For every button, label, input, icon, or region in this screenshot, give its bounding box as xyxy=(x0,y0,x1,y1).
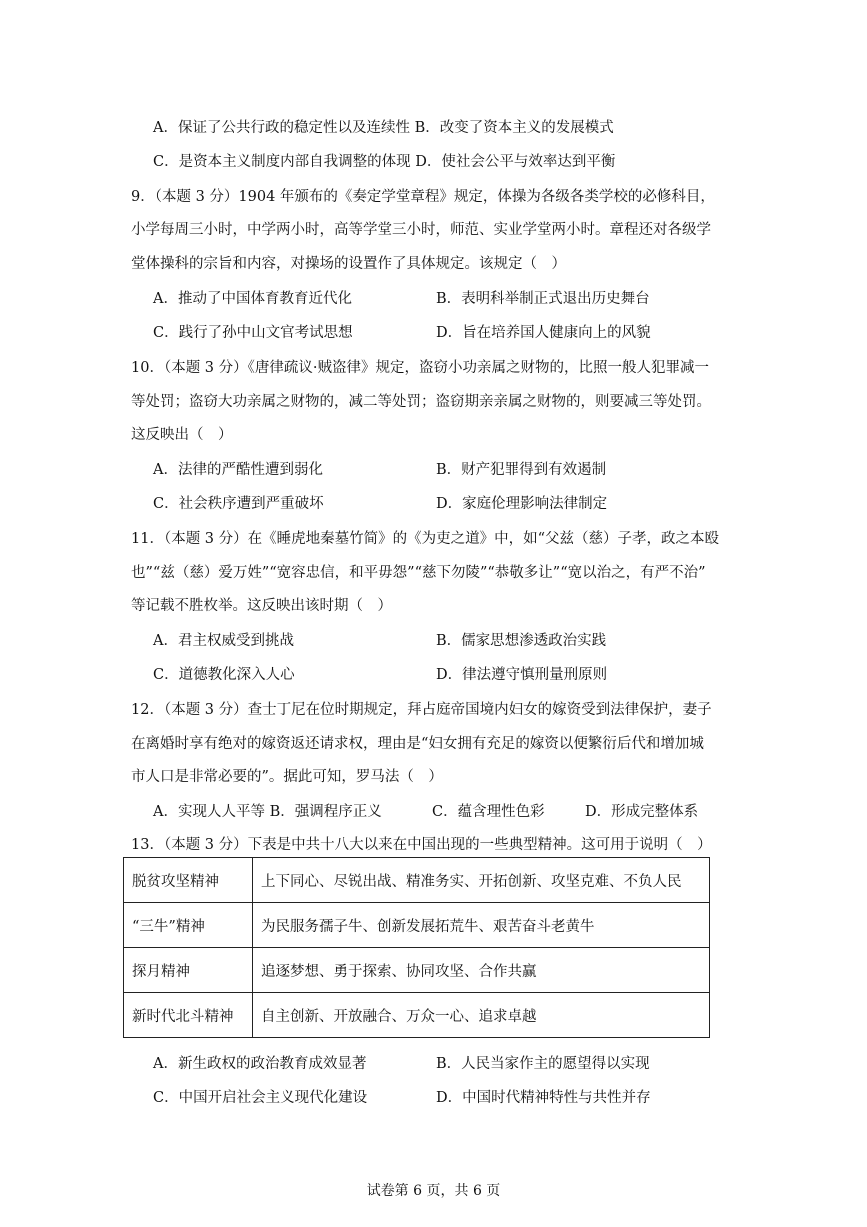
q9-stem-line-3: 堂体操科的宗旨和内容，对操场的设置作了具体规定。该规定（ ） xyxy=(131,256,566,272)
spirit-name: “三牛”精神 xyxy=(124,903,253,948)
spirit-table xyxy=(123,857,710,1038)
table-row xyxy=(124,903,710,948)
q12-stem-line-1: 12．（本题 3 分）查士丁尼在位时期规定，拜占庭帝国境内妇女的嫁资受到法律保护，妻子 xyxy=(131,702,712,718)
table-row xyxy=(124,948,710,993)
q11-option-d: D．律法遵守慎刑量刑原则 xyxy=(436,667,608,683)
q12-stem-line-2: 在离婚时享有绝对的嫁资返还请求权，理由是“妇女拥有充足的嫁资以便繁衍后代和增加城 xyxy=(131,736,704,752)
q10-stem-line-1: 10．（本题 3 分）《唐律疏议·贼盗律》规定，盗窃小功亲属之财物的，比照一般人犯罪减一 xyxy=(131,360,709,376)
q12-option-c: C．蕴含理性色彩 xyxy=(432,804,545,820)
q12-option-d: D．形成完整体系 xyxy=(585,804,699,820)
spirit-name: 新时代北斗精神 xyxy=(124,993,253,1038)
q8-options-line-2: C．是资本主义制度内部自我调整的体现 D．使社会公平与效率达到平衡 xyxy=(153,154,616,170)
spirit-description: 自主创新、开放融合、万众一心、追求卓越 xyxy=(253,993,710,1038)
spirit-description: 追逐梦想、勇于探索、协同攻坚、合作共赢 xyxy=(253,948,710,993)
spirit-name: 脱贫攻坚精神 xyxy=(124,858,253,903)
q11-option-a: A．君主权威受到挑战 xyxy=(153,633,294,649)
q10-option-c: C．社会秩序遭到严重破坏 xyxy=(153,496,324,512)
q9-stem-line-2: 小学每周三小时，中学两小时，高等学堂三小时，师范、实业学堂两小时。章程还对各级学 xyxy=(131,222,711,238)
q8-options-line-1: A．保证了公共行政的稳定性以及连续性 B．改变了资本主义的发展模式 xyxy=(153,120,614,136)
q12-stem-line-3: 市人口是非常必要的”。据此可知，罗马法（ ） xyxy=(131,769,443,785)
spirit-name: 探月精神 xyxy=(124,948,253,993)
q10-stem-line-3: 这反映出（ ） xyxy=(131,427,233,443)
spirit-description: 为民服务孺子牛、创新发展拓荒牛、艰苦奋斗老黄牛 xyxy=(253,903,710,948)
q11-stem-line-2: 也”“兹（慈）爱万姓”“宽容忠信，和平毋怨”“慈下勿陵”“恭敬多让”“宽以治之，有严不治” xyxy=(131,565,706,581)
q10-option-d: D．家庭伦理影响法律制定 xyxy=(436,496,608,512)
q11-option-c: C．道德教化深入人心 xyxy=(153,667,295,683)
q13-option-a: A．新生政权的政治教育成效显著 xyxy=(153,1056,367,1072)
table-row xyxy=(124,993,710,1038)
q13-option-b: B．人民当家作主的愿望得以实现 xyxy=(436,1056,650,1072)
q10-option-b: B．财产犯罪得到有效遏制 xyxy=(436,462,607,478)
q9-option-a: A．推动了中国体育教育近代化 xyxy=(153,291,352,307)
q13-stem: 13．（本题 3 分）下表是中共十八大以来在中国出现的一些典型精神。这可用于说明（ ） xyxy=(131,837,712,853)
q13-option-d: D．中国时代精神特性与共性并存 xyxy=(436,1090,651,1106)
q13-option-c: C．中国开启社会主义现代化建设 xyxy=(153,1090,368,1106)
q11-option-b: B．儒家思想渗透政治实践 xyxy=(436,633,607,649)
q9-option-d: D．旨在培养国人健康向上的风貌 xyxy=(436,325,651,341)
q10-option-a: A．法律的严酷性遭到弱化 xyxy=(153,462,323,478)
q11-stem-line-1: 11．（本题 3 分）在《睡虎地秦墓竹简》的《为吏之道》中，如“父兹（慈）子孝，政之本殴 xyxy=(131,531,720,547)
q12-option-ab: A．实现人人平等 B．强调程序正义 xyxy=(153,804,382,820)
q9-stem-line-1: 9．（本题 3 分）1904 年颁布的《奏定学堂章程》规定，体操为各级各类学校的必修科目， xyxy=(131,189,715,205)
page-footer: 试卷第 6 页，共 6 页 xyxy=(366,1183,501,1199)
q10-stem-line-2: 等处罚；盗窃大功亲属之财物的，减二等处罚；盗窃期亲亲属之财物的，则要减三等处罚。 xyxy=(131,394,711,410)
q9-option-c: C．践行了孙中山文官考试思想 xyxy=(153,325,353,341)
table-row xyxy=(124,858,710,903)
q9-option-b: B．表明科举制正式退出历史舞台 xyxy=(436,291,650,307)
spirit-description: 上下同心、尽锐出战、精准务实、开拓创新、攻坚克难、不负人民 xyxy=(253,858,710,903)
q11-stem-line-3: 等记载不胜枚举。这反映出该时期（ ） xyxy=(131,598,392,614)
